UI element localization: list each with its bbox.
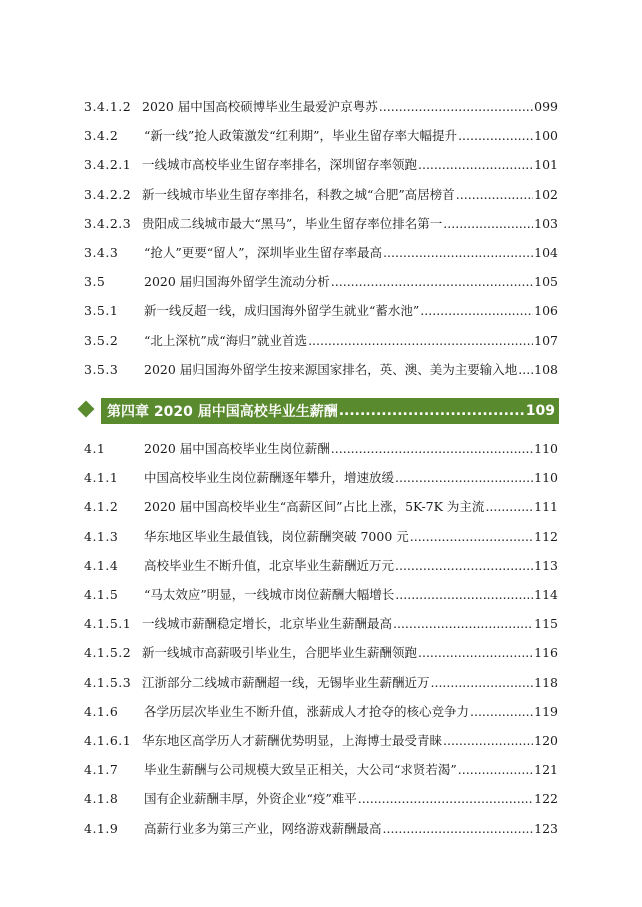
toc-entry-number: 4.1.9 <box>84 820 119 836</box>
toc-entry-number: 4.1.1 <box>84 470 119 486</box>
chapter-title: 第四章 2020 届中国高校毕业生薪酬 <box>107 404 338 420</box>
leader-dots <box>485 497 533 517</box>
toc-entry-number: 4.1.5.2 <box>84 645 132 661</box>
toc-entry-page: 103 <box>534 215 558 231</box>
toc-entry-line <box>144 439 558 459</box>
toc-entry-title: 华东地区高学历人才薪酬优势明显，上海博士最受青睐 <box>142 733 443 748</box>
toc-entry-number: 3.5.3 <box>84 361 119 377</box>
toc-entry-number: 3.4.1.2 <box>84 99 132 114</box>
toc-entry-title: 江浙部分二线城市薪酬超一线，无锡毕业生薪酬近万 <box>142 674 430 690</box>
toc-entry-page: 106 <box>534 303 558 319</box>
toc-entry-title: 2020 届归国海外留学生流动分析 <box>144 274 330 290</box>
toc-entry-number: 4.1.6.1 <box>84 733 132 748</box>
toc-entry-number: 3.4.2.2 <box>84 186 132 202</box>
toc-entry-number: 3.4.2.1 <box>84 157 132 173</box>
toc-entry[interactable] <box>84 673 558 693</box>
toc-entry-number: 4.1.3 <box>84 528 119 544</box>
toc-entry[interactable] <box>84 331 558 351</box>
toc-entry-page: 122 <box>534 791 558 807</box>
leader-dots <box>339 403 525 419</box>
toc-entry-page: 119 <box>534 703 558 719</box>
toc-entry-page: 104 <box>534 245 558 260</box>
toc-entry[interactable] <box>84 702 558 722</box>
toc-entry-line <box>144 331 558 351</box>
leader-dots <box>308 331 533 351</box>
toc-entry-title: “北上深杭”成“海归”就业首选 <box>144 332 308 348</box>
toc-entry-number: 3.5.2 <box>84 332 119 348</box>
toc-entry-line <box>144 556 558 576</box>
leader-dots <box>443 214 533 234</box>
toc-entry-page: 115 <box>534 616 558 632</box>
toc-entry-line <box>144 468 558 488</box>
toc-entry-page: 110 <box>534 470 558 486</box>
toc-entry-line <box>144 702 558 722</box>
toc-entry[interactable] <box>84 185 558 205</box>
leader-dots <box>331 272 533 292</box>
toc-entry-title: 毕业生薪酬与公司规模大致呈正相关，大公司“求贤若渴” <box>144 762 457 778</box>
toc-entry-page: 114 <box>534 587 558 602</box>
toc-entry-page: 113 <box>534 557 558 573</box>
toc-entry[interactable] <box>84 731 558 751</box>
toc-entry-line <box>144 819 558 839</box>
leader-dots <box>331 439 533 459</box>
leader-dots <box>395 468 533 488</box>
toc-entry-page: 116 <box>534 645 558 661</box>
toc-entry-number: 4.1.4 <box>84 557 119 573</box>
toc-entry-page: 120 <box>534 733 558 748</box>
toc-entry-line <box>144 527 558 547</box>
toc-entry-title: 新一线城市高薪吸引毕业生，合肥毕业生薪酬领跑 <box>142 645 418 661</box>
leader-dots <box>395 556 533 576</box>
toc-entry-page: 118 <box>534 674 558 690</box>
toc-entry-number: 4.1 <box>84 441 106 456</box>
toc-entry-number: 4.1.6 <box>84 703 119 719</box>
toc-entry-title: 2020 届中国高校硕博毕业生最爱沪京粤苏 <box>142 99 378 114</box>
toc-entry-page: 102 <box>534 186 558 202</box>
toc-entry-line <box>144 301 558 321</box>
toc-entry-page: 100 <box>534 128 558 144</box>
toc-entry-title: 2020 届中国高校毕业生岗位薪酬 <box>144 441 330 456</box>
toc-entry-title: 贵阳成二线城市最大“黑马”，毕业生留存率位排名第一 <box>142 215 443 231</box>
leader-dots <box>379 97 533 117</box>
toc-entry-number: 3.5.1 <box>84 303 119 319</box>
leader-dots <box>420 301 533 321</box>
toc-entry-number: 3.5 <box>84 274 106 290</box>
toc-entry[interactable] <box>84 585 558 605</box>
toc-entry-title: 新一线反超一线，成归国海外留学生就业“蓄水池” <box>144 303 420 319</box>
toc-entry-number: 3.4.2.3 <box>84 215 132 231</box>
toc-entry-title: 华东地区毕业生最值钱，岗位薪酬突破 7000 元 <box>144 528 409 544</box>
toc-entry-line <box>144 360 558 380</box>
toc-entry-title: “马太效应”明显，一线城市岗位薪酬大幅增长 <box>144 587 395 602</box>
toc-entry-line <box>142 155 558 175</box>
toc-entry-page: 107 <box>534 332 558 348</box>
toc-entry[interactable] <box>84 97 558 117</box>
leader-dots <box>470 702 533 722</box>
toc-entry-title: 一线城市高校毕业生留存率排名，深圳留存率领跑 <box>142 157 418 173</box>
toc-entry-line <box>142 673 558 693</box>
leader-dots <box>456 185 533 205</box>
toc-entry[interactable] <box>84 155 558 175</box>
toc-entry-page: 101 <box>534 157 558 173</box>
toc-entry[interactable] <box>84 789 558 809</box>
leader-dots <box>418 643 533 663</box>
toc-entry-line <box>144 585 558 605</box>
toc-entry-line <box>144 126 558 146</box>
leader-dots <box>458 760 533 780</box>
toc-entry[interactable] <box>84 272 558 292</box>
toc-entry-line <box>144 243 558 263</box>
leader-dots <box>393 614 533 634</box>
toc-entry-page: 105 <box>534 274 558 290</box>
toc-entry-line <box>142 185 558 205</box>
toc-entry[interactable] <box>84 439 558 459</box>
toc-entry-page: 110 <box>534 441 558 456</box>
toc-entry[interactable] <box>84 468 558 488</box>
toc-entry-number: 3.4.3 <box>84 245 119 260</box>
toc-entry-title: 一线城市薪酬稳定增长，北京毕业生薪酬最高 <box>142 616 393 632</box>
toc-entry-title: 2020 届归国海外留学生按来源国家排名，英、澳、美为主要输入地 <box>144 361 518 377</box>
toc-entry-page: 121 <box>534 762 558 778</box>
toc-entry-line <box>142 614 558 634</box>
toc-entry-number: 4.1.5.3 <box>84 674 132 690</box>
toc-entry[interactable] <box>84 643 558 663</box>
diamond-bullet-icon <box>78 401 95 418</box>
toc-entry-title: “抢人”更要“留人”，深圳毕业生留存率最高 <box>144 245 383 260</box>
toc-entry-line <box>144 272 558 292</box>
toc-entry-number: 4.1.5 <box>84 587 119 602</box>
toc-entry-line <box>142 643 558 663</box>
chapter-4-heading[interactable] <box>101 398 559 424</box>
toc-entry[interactable] <box>84 760 558 780</box>
toc-entry-line <box>142 97 558 117</box>
toc-entry-number: 4.1.8 <box>84 791 119 807</box>
toc-entry-number: 3.4.2 <box>84 128 119 144</box>
leader-dots <box>443 731 533 751</box>
leader-dots <box>410 527 533 547</box>
leader-dots <box>383 819 534 839</box>
toc-entry-number: 4.1.5.1 <box>84 616 132 632</box>
leader-dots <box>418 155 533 175</box>
toc-entry-title: “新一线”抢人政策激发“红利期”，毕业生留存率大幅提升 <box>144 128 458 144</box>
toc-entry-line <box>142 731 558 751</box>
toc-entry[interactable] <box>84 243 558 263</box>
toc-entry-title: 新一线城市毕业生留存率排名，科教之城“合肥”高居榜首 <box>142 186 455 202</box>
toc-entry-title: 中国高校毕业生岗位薪酬逐年攀升，增速放缓 <box>144 470 395 486</box>
toc-entry-line <box>144 497 558 517</box>
toc-entry[interactable] <box>84 527 558 547</box>
leader-dots <box>458 126 533 146</box>
toc-entry[interactable] <box>84 301 558 321</box>
toc-entry-number: 4.1.2 <box>84 499 119 515</box>
leader-dots <box>358 789 533 809</box>
toc-entry-title: 2020 届中国高校毕业生“高薪区间”占比上涨，5K-7K 为主流 <box>144 499 485 515</box>
toc-entry[interactable] <box>84 214 558 234</box>
toc-entry[interactable] <box>84 497 558 517</box>
toc-entry-title: 高校毕业生不断升值，北京毕业生薪酬近万元 <box>144 557 395 573</box>
leader-dots <box>383 243 533 263</box>
toc-entry-line <box>142 214 558 234</box>
leader-dots <box>431 673 534 693</box>
chapter-page-number: 109 <box>525 403 555 419</box>
toc-entry[interactable] <box>84 126 558 146</box>
toc-entry-title: 高薪行业多为第三产业，网络游戏薪酬最高 <box>144 820 382 836</box>
toc-entry[interactable] <box>84 614 558 634</box>
toc-entry-page: 111 <box>534 499 558 515</box>
toc-entry-page: 123 <box>534 820 558 836</box>
leader-dots <box>518 360 533 380</box>
toc-entry[interactable] <box>84 360 558 380</box>
toc-entry[interactable] <box>84 819 558 839</box>
toc-entry-line <box>144 760 558 780</box>
leader-dots <box>395 585 533 605</box>
toc-entry-page: 108 <box>534 361 558 377</box>
toc-entry-title: 各学历层次毕业生不断升值，涨薪成人才抢夺的核心竞争力 <box>144 703 470 719</box>
toc-entry-line <box>144 789 558 809</box>
toc-entry-page: 099 <box>534 99 558 114</box>
toc-entry[interactable] <box>84 556 558 576</box>
toc-entry-page: 112 <box>534 528 558 544</box>
toc-entry-number: 4.1.7 <box>84 762 119 778</box>
toc-entry-title: 国有企业薪酬丰厚，外资企业“疫”难平 <box>144 791 357 807</box>
